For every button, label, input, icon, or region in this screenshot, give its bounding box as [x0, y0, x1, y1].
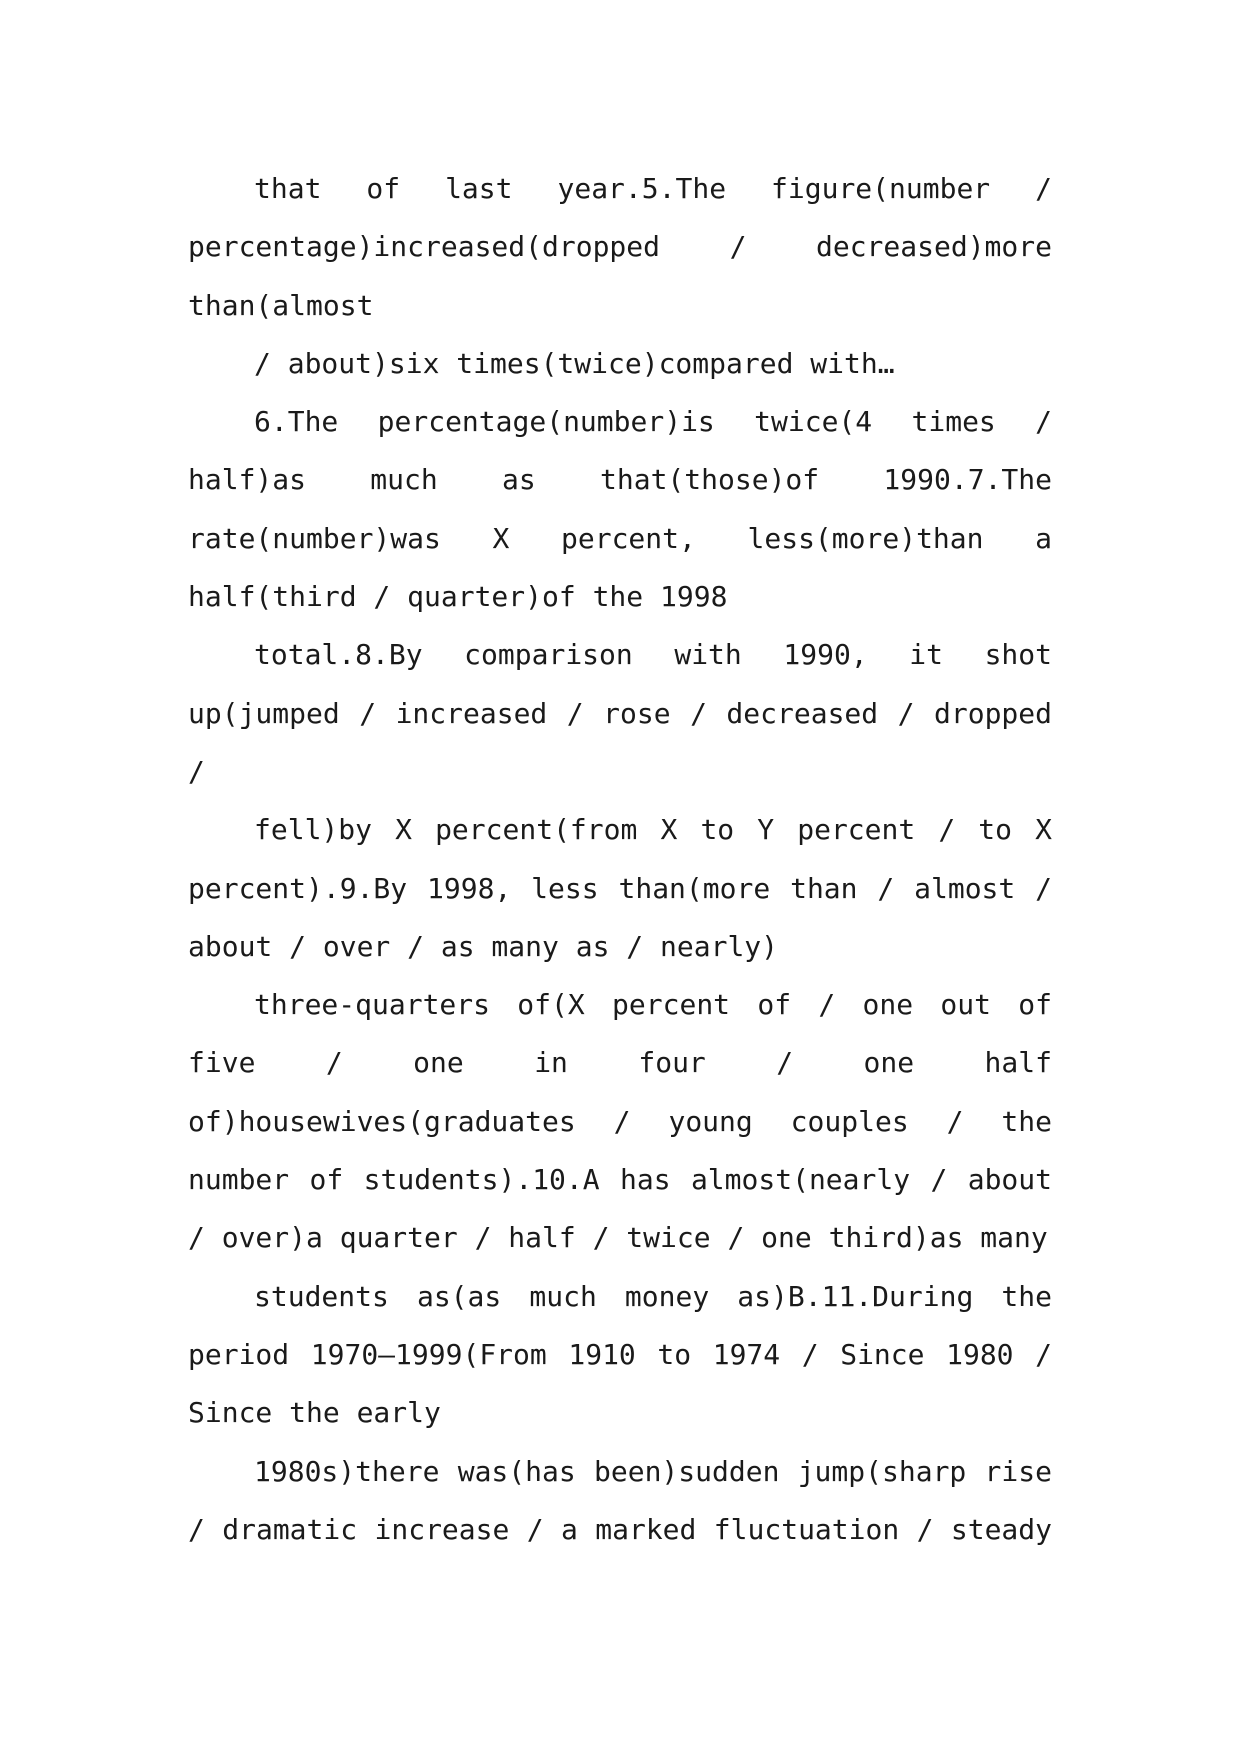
- paragraph: [188, 976, 1052, 1267]
- text-line: / over)a quarter / half / twice / one third)as many: [188, 1221, 1048, 1255]
- text-line: Since the early: [188, 1396, 441, 1430]
- text-line: fell)by X percent(from X to Y percent / to X: [254, 813, 1052, 847]
- text-line: half(third / quarter)of the 1998: [188, 580, 728, 614]
- paragraph: [188, 626, 1052, 801]
- text-line: total.8.By comparison with 1990, it shot: [254, 638, 1052, 672]
- text-line: / dramatic increase / a marked fluctuation / steady: [188, 1512, 1052, 1546]
- text-line: that of last year.5.The figure(number /: [254, 172, 1052, 205]
- text-line: about / over / as many as / nearly): [188, 929, 779, 963]
- document-body: [188, 160, 1052, 1559]
- text-line: 1980s)there was(has been)sudden jump(sharp rise: [254, 1454, 1052, 1488]
- text-line: five / one in four / one half: [188, 1046, 1052, 1080]
- text-line: /: [188, 754, 205, 788]
- text-line: 6.The percentage(number)is twice(4 times /: [254, 405, 1052, 439]
- text-line: percentage)increased(dropped / decreased)more: [188, 230, 1052, 264]
- text-line: rate(number)was X percent, less(more)than a: [188, 521, 1052, 555]
- paragraph: [188, 1443, 1052, 1560]
- text-line: period 1970—1999(From 1910 to 1974 / Since 1980 /: [188, 1337, 1052, 1371]
- text-line: number of students).10.A has almost(nearly / about: [188, 1163, 1052, 1197]
- text-line: half)as much as that(those)of 1990.7.The: [188, 463, 1052, 497]
- text-line: students as(as much money as)B.11.During the: [254, 1279, 1052, 1313]
- text-line: three-quarters of(X percent of / one out of: [254, 988, 1052, 1022]
- text-line: than(almost: [188, 288, 374, 322]
- paragraph: [188, 160, 1052, 335]
- paragraph: [188, 1268, 1052, 1443]
- text-line: / about)six times(twice)compared with…: [254, 346, 895, 380]
- text-line: percent).9.By 1998, less than(more than / almost /: [188, 871, 1052, 905]
- paragraph: [188, 393, 1052, 626]
- text-line: of)housewives(graduates / young couples / the: [188, 1104, 1052, 1138]
- paragraph: [188, 801, 1052, 976]
- paragraph: [188, 335, 1052, 393]
- text-line: up(jumped / increased / rose / decreased / dropped: [188, 696, 1052, 730]
